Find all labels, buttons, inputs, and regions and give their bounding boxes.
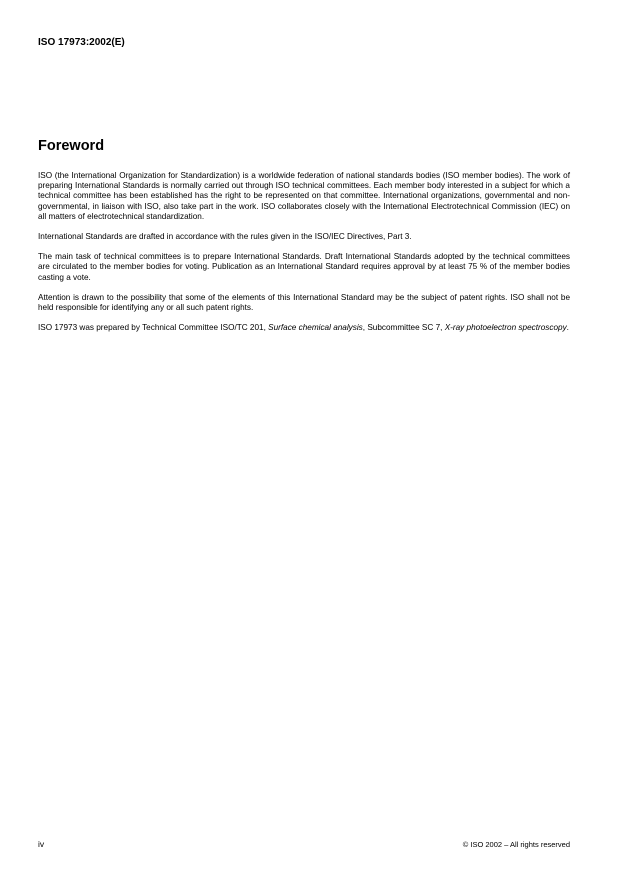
paragraph-preparation [38,323,570,333]
foreword-body [38,171,570,343]
paragraph-directives: International Standards are drafted in accordance with the rules given in the ISO/IEC Directives, Part 3. [38,232,412,242]
committee-name: Surface chemical analysis [268,323,363,333]
page-number: iv [38,839,45,849]
document-id-header: ISO 17973:2002(E) [38,37,125,48]
paragraph-patent-rights: Attention is drawn to the possibility that some of the elements of this International Standard may be the subject of patent rights. ISO shall not be held responsible for identifying any or all such patent rights. [38,292,570,313]
section-title: Foreword [38,138,105,154]
preparation-prefix: ISO 17973 was prepared by Technical Committee ISO/TC 201, [38,323,269,333]
preparation-middle: , Subcommittee SC 7, [362,323,445,333]
preparation-suffix: . [566,323,569,333]
subcommittee-name: X-ray photoelectron spectroscopy [444,323,567,333]
paragraph-committee-task: The main task of technical committees is to prepare International Standards. Draft International Standards adopted by the technical committees are circulated to the member bodies for voting. Publication as an International Standard requires approval by at least 75 % of the member bodies casting a vote. [38,252,570,282]
paragraph-iso-overview: ISO (the International Organization for Standardization) is a worldwide federation of national standards bodies (ISO member bodies). The work of preparing International Standards is normally carried out through ISO technical committees. Each member body interested in a subject for which a technical committee has been established has the right to be represented on that committee. International organizations, governmental and non-governmental, in liaison with ISO, also take part in the work. ISO collaborates closely with the International Electrotechnical Commission (IEC) on all matters of electrotechnical standardization. [38,171,570,221]
copyright-notice: © ISO 2002 – All rights reserved [462,840,570,849]
